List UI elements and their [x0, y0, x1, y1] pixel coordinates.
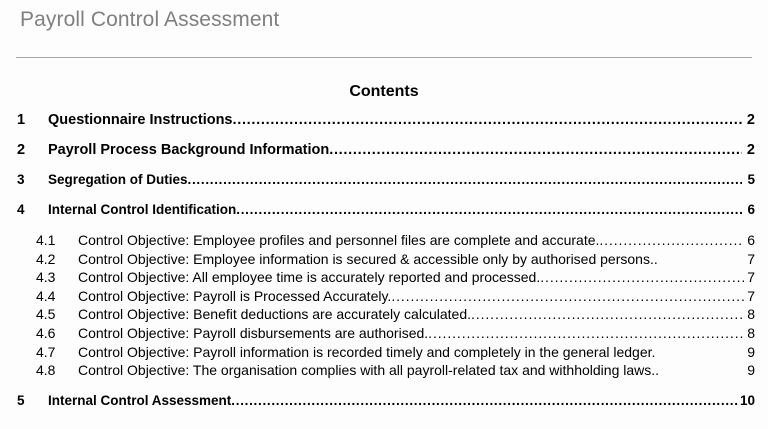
toc-dot-leader [236, 202, 742, 216]
toc-entry-label: Control Objective: Payroll information is recorded timely and completely in the general ledger. [78, 343, 656, 360]
toc-entry[interactable] [0, 112, 768, 142]
toc-entry-number: 4.2 [36, 250, 56, 267]
toc-entry-number: 5 [17, 392, 25, 408]
toc-entry-page-number: 7 [747, 287, 755, 304]
toc-dot-leader [233, 112, 743, 127]
toc-entry-page-number: 7 [747, 269, 755, 286]
toc-dot-leader [329, 142, 742, 157]
toc-entry-label: Control Objective: Payroll is Processed Accurately. [78, 287, 392, 304]
toc-entry-page-number: 2 [746, 142, 755, 158]
toc-entry[interactable] [0, 269, 768, 288]
toc-entry-page-number: 6 [747, 232, 755, 248]
toc-entry[interactable] [0, 142, 768, 172]
toc-dot-leader [391, 288, 744, 302]
toc-entry-number: 3 [17, 172, 25, 187]
toc-dot-leader [188, 172, 742, 186]
toc-entry-number: 4.7 [36, 343, 56, 360]
toc-entry-label: Control Objective: Employee profiles and personnel files are complete and accurate. [78, 232, 600, 248]
toc-entry-page-number: 6 [747, 202, 755, 217]
contents-heading: Contents [349, 83, 419, 100]
toc-entry-number: 4.4 [36, 287, 56, 304]
toc-entry-page-number: 9 [747, 362, 755, 379]
toc-entry-page-number: 7 [747, 250, 755, 267]
toc-entry-label: Control Objective: Payroll disbursements are authorised. [78, 324, 429, 341]
toc-dot-leader [599, 232, 744, 246]
table-of-contents [0, 112, 768, 423]
toc-entry-number: 2 [17, 142, 26, 158]
toc-entry-number: 4.8 [36, 362, 56, 379]
toc-entry-number: 4.1 [36, 232, 56, 248]
toc-entry-page-number: 9 [747, 343, 755, 360]
toc-entry[interactable] [0, 306, 768, 325]
toc-entry-page-number: 8 [747, 324, 755, 341]
toc-dot-leader [231, 393, 738, 407]
toc-entry[interactable] [0, 202, 768, 232]
toc-dot-leader [471, 306, 744, 320]
toc-spacer [0, 381, 768, 393]
toc-entry-label: Questionnaire Instructions [48, 112, 233, 128]
toc-entry-number: 4.3 [36, 269, 56, 286]
toc-entry[interactable] [0, 251, 768, 270]
toc-entry[interactable] [0, 288, 768, 307]
toc-dot-leader [428, 325, 744, 339]
toc-dot-leader [540, 269, 744, 283]
toc-entry-number: 4.5 [36, 306, 56, 323]
toc-entry-number: 4 [17, 202, 25, 217]
toc-entry-label: Control Objective: All employee time is accurately reported and processed. [78, 269, 541, 286]
toc-entry-label: Internal Control Identification [48, 202, 237, 217]
document-title: Payroll Control Assessment [20, 8, 280, 31]
toc-entry[interactable] [0, 393, 768, 423]
toc-entry-label: Segregation of Duties [48, 172, 188, 187]
header-divider [16, 57, 752, 58]
toc-entry[interactable] [0, 172, 768, 202]
toc-entry-label: Control Objective: Benefit deductions are accurately calculated. [78, 306, 471, 323]
toc-entry-page-number: 5 [747, 172, 755, 187]
toc-entry-label: Control Objective: Employee information is secured & accessible only by authorised persons.. [78, 250, 658, 267]
toc-entry-label: Internal Control Assessment [48, 392, 232, 408]
toc-entry[interactable] [0, 325, 768, 344]
toc-entry-page-number: 10 [739, 392, 755, 408]
toc-entry-label: Payroll Process Background Information [48, 142, 330, 158]
toc-entry[interactable] [0, 344, 768, 363]
toc-entry-number: 1 [17, 112, 26, 128]
toc-entry-label: Control Objective: The organisation complies with all payroll-related tax and withholding laws.. [78, 362, 660, 379]
toc-entry-page-number: 8 [747, 306, 755, 323]
toc-entry[interactable] [0, 362, 768, 381]
toc-entry-number: 4.6 [36, 324, 56, 341]
toc-entry-page-number: 2 [746, 112, 755, 128]
toc-entry[interactable] [0, 232, 768, 251]
